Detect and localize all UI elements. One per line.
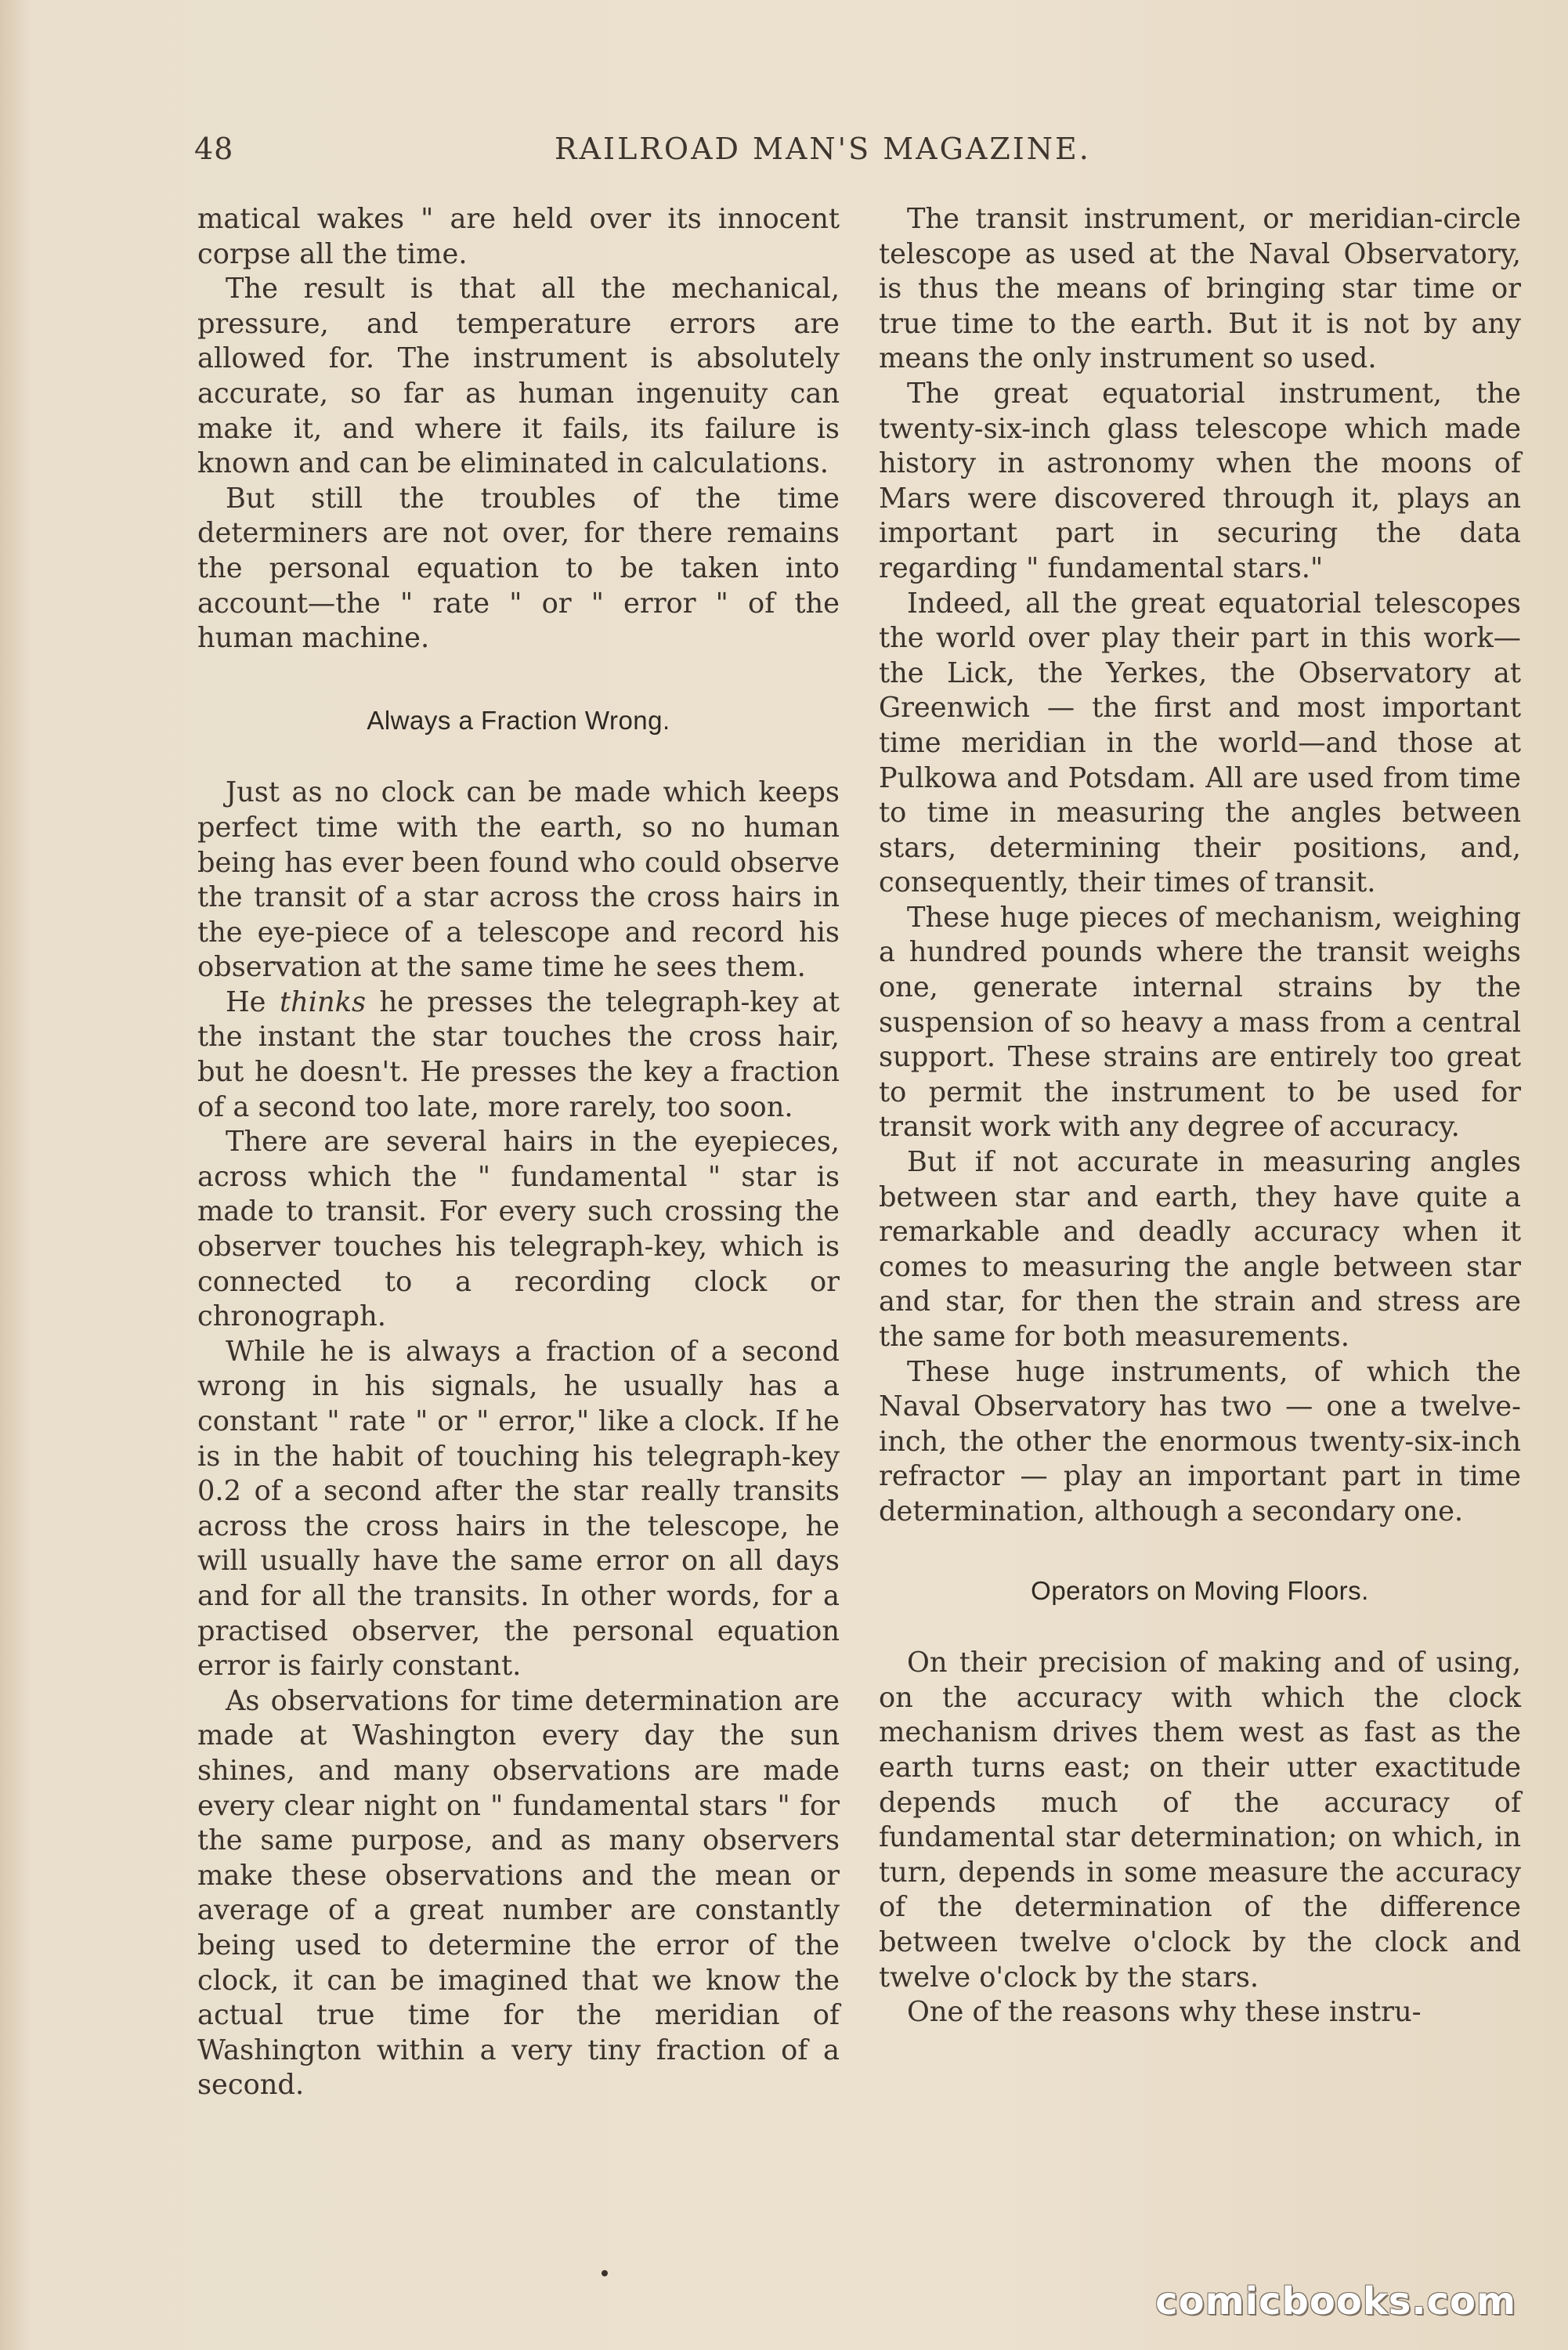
paragraph-text: he presses the telegraph-key at the instant the star touches the cross hair, but he doesn't. He presses the key a fraction of a second too late, more rarely, too soon. — [197, 985, 840, 1123]
paragraph: There are several hairs in the eyepieces, across which the " fundamental " star is made to transit. For every such crossing the observer touches his telegraph-key, which is connected to a recording clock or chronograph. — [197, 1126, 840, 1333]
paragraph: One of the reasons why these instru- — [907, 1996, 1422, 2029]
paragraph: The result is that all the mechanical, pressure, and temperature errors are allowed for. The instrument is absolutely accurate, so far as human ingenuity can make it, and where it fails, its failure is known and can be eliminated in calculations. — [197, 273, 840, 480]
paragraph: matical wakes " are held over its innocent corpse all the time. — [197, 203, 840, 270]
paragraph: These huge instruments, of which the Naval Observatory has two — one a twelve-inch, the other the enormous twenty-six-inch refractor — play an important part in time determination, although a secondary one. — [879, 1355, 1521, 1528]
running-title: RAILROAD MAN'S MAGAZINE. — [555, 132, 1091, 166]
paragraph: As observations for time determination are made at Washington every day the sun shines, and many observations are made every clear night on " fundamental stars " for the same purpose, and as many observers make these observations and the mean or average of a great number are constantly being used to determine the error of the clock, it can be imagined that we know the actual true time for the meridian of Washington within a very tiny fraction of a second. — [197, 1684, 840, 2102]
paragraph: Just as no clock can be made which keeps perfect time with the earth, so no human being has ever been found who could observe the transit of a star across the cross hairs in the eye-piece of a telescope and record his observation at the same time he sees them. — [197, 776, 840, 984]
paragraph: While he is always a fraction of a second wrong in his signals, he usually has a constant " rate " or " error," like a clock. If he is in the habit of touching his telegraph-key 0.2 of a second after the star really transits across the cross hairs in the telescope, he will usually have the same error on all days and for all the transits. In other words, for a practised observer, the personal equation error is fairly constant. — [197, 1335, 840, 1683]
page-header — [194, 132, 1385, 179]
paragraph: The great equatorial instrument, the twenty-six-inch glass telescope which made history in astronomy when the moons of Mars were discovered through it, plays an important part in securing the data regarding " fundamental stars." — [879, 377, 1521, 584]
watermark-logo: comicbooks.com — [1155, 2280, 1516, 2323]
paragraph-text: He — [226, 985, 280, 1018]
ink-dot — [602, 2270, 608, 2276]
paragraph — [197, 985, 840, 1125]
section-heading: Operators on Moving Floors. — [1031, 1575, 1369, 1605]
paragraph: But still the troubles of the time determiners are not over, for there remains the personal equation to be taken into account—the " rate " or " error " of the human machine. — [197, 482, 840, 655]
paragraph: These huge pieces of mechanism, weighing a hundred pounds where the transit weighs one, generate internal strains by the suspension of so heavy a mass from a central support. These strains are entirely too great to permit the instrument to be used for transit work with any degree of accuracy. — [879, 901, 1521, 1144]
page-number: 48 — [194, 132, 234, 166]
section-heading: Always a Fraction Wrong. — [367, 705, 670, 735]
paragraph: On their precision of making and of using, on the accuracy with which the clock mechanism drives them west as fast as the earth turns east; on their utter exactitude depends much of the accuracy of fundamental star determination; on which, in turn, depends in some measure the accuracy of the determination of the difference between twelve o'clock by the clock and twelve o'clock by the stars. — [879, 1647, 1521, 1994]
left-column — [197, 202, 840, 2103]
paragraph: The transit instrument, or meridian-circle telescope as used at the Naval Observatory, is thus the means of bringing star time or true time to the earth. But it is not by any means the only instrument so used. — [879, 203, 1521, 375]
paragraph: But if not accurate in measuring angles between star and earth, they have quite a remarkable and deadly accuracy when it comes to measuring the angle between star and star, for then the strain and stress are the same for both measurements. — [879, 1146, 1521, 1353]
right-column — [879, 202, 1521, 2030]
paragraph: Indeed, all the great equatorial telescopes the world over play their part in this work—the Lick, the Yerkes, the Observatory at Greenwich — the first and most important time meridian in the world—and those at Pulkowa and Potsdam. All are used from time to time in measuring the angles between stars, determining their positions, and, consequently, their times of transit. — [879, 587, 1521, 899]
emphasis-text: thinks — [279, 985, 367, 1018]
